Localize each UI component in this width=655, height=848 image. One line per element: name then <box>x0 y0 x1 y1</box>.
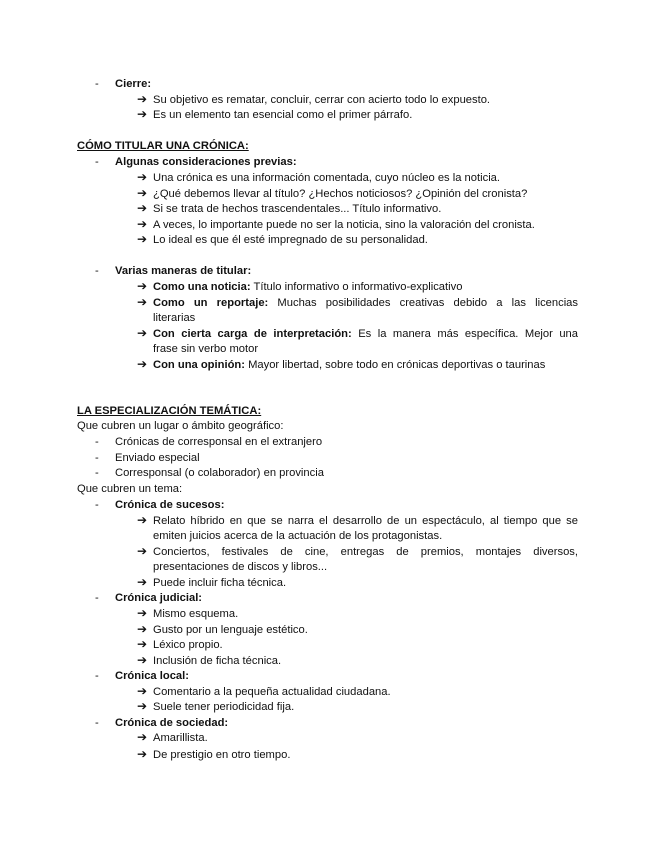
arrow-icon: ➔ <box>137 699 148 713</box>
arrow-icon: ➔ <box>137 747 148 761</box>
intro-lugar: Que cubren un lugar o ámbito geográfico: <box>77 420 284 432</box>
intro-tema: Que cubren un tema: <box>77 483 183 495</box>
sucesos-label: Crónica de sucesos: <box>115 499 225 511</box>
arrow-icon: ➔ <box>137 513 148 527</box>
sucesos-item-continuation: presentaciones de discos y libros... <box>153 561 328 573</box>
arrow-icon: ➔ <box>137 295 148 309</box>
arrow-icon: ➔ <box>137 232 148 246</box>
judicial-label: Crónica judicial: <box>115 592 203 604</box>
manera-item: Con cierta carga de interpretación: Es la manera más específica. Mejor una <box>153 328 578 340</box>
dash-bullet: - <box>95 156 99 168</box>
lugar-item: Crónicas de corresponsal en el extranjero <box>115 436 323 448</box>
manera-item: Como una noticia: Título informativo o informativo-explicativo <box>153 281 463 293</box>
arrow-icon: ➔ <box>137 606 148 620</box>
manera-item: Como un reportaje: Muchas posibilidades creativas debido a las licencias <box>153 297 578 309</box>
arrow-icon: ➔ <box>137 622 148 636</box>
sociedad-item: De prestigio en otro tiempo. <box>153 749 291 761</box>
maneras-label: Varias maneras de titular: <box>115 265 252 277</box>
consideracion-item: Una crónica es una información comentada, cuyo núcleo es la noticia. <box>153 172 501 184</box>
arrow-icon: ➔ <box>137 326 148 340</box>
dash-bullet: - <box>95 592 99 604</box>
dash-bullet: - <box>95 436 99 448</box>
sucesos-item-continuation: emiten juicios acerca de la actuación de los protagonistas. <box>153 530 443 542</box>
local-item: Comentario a la pequeña actualidad ciudadana. <box>153 686 391 698</box>
local-label: Crónica local: <box>115 670 189 682</box>
arrow-icon: ➔ <box>137 217 148 231</box>
section-heading-titular: CÓMO TITULAR UNA CRÓNICA: <box>77 140 249 152</box>
judicial-item: Léxico propio. <box>153 639 223 651</box>
arrow-icon: ➔ <box>137 357 148 371</box>
dash-bullet: - <box>95 670 99 682</box>
sucesos-item: Puede incluir ficha técnica. <box>153 577 287 589</box>
arrow-icon: ➔ <box>137 684 148 698</box>
arrow-icon: ➔ <box>137 201 148 215</box>
arrow-icon: ➔ <box>137 170 148 184</box>
consideraciones-label: Algunas consideraciones previas: <box>115 156 297 168</box>
consideracion-item: A veces, lo importante puede no ser la noticia, sino la valoración del cronista. <box>153 219 535 231</box>
dash-bullet: - <box>95 467 99 479</box>
arrow-icon: ➔ <box>137 730 148 744</box>
dash-bullet: - <box>95 265 99 277</box>
sucesos-item: Conciertos, festivales de cine, entregas de premios, montajes diversos, <box>153 546 578 558</box>
arrow-icon: ➔ <box>137 544 148 558</box>
local-item: Suele tener periodicidad fija. <box>153 701 295 713</box>
arrow-icon: ➔ <box>137 186 148 200</box>
manera-item-continuation: frase sin verbo motor <box>153 343 259 355</box>
section-heading-especializacion: LA ESPECIALIZACIÓN TEMÁTICA: <box>77 405 262 417</box>
dash-bullet: - <box>95 499 99 511</box>
manera-item-continuation: literarias <box>153 312 196 324</box>
arrow-icon: ➔ <box>137 107 148 121</box>
consideracion-item: Lo ideal es que él esté impregnado de su personalidad. <box>153 234 428 246</box>
lugar-item: Corresponsal (o colaborador) en provincia <box>115 467 324 479</box>
dash-bullet: - <box>95 78 99 90</box>
sucesos-item: Relato híbrido en que se narra el desarrollo de un espectáculo, al tiempo que se <box>153 515 578 527</box>
consideracion-item: Si se trata de hechos trascendentales... Título informativo. <box>153 203 442 215</box>
dash-bullet: - <box>95 452 99 464</box>
arrow-icon: ➔ <box>137 279 148 293</box>
arrow-icon: ➔ <box>137 653 148 667</box>
judicial-item: Mismo esquema. <box>153 608 239 620</box>
dash-bullet: - <box>95 717 99 729</box>
judicial-item: Inclusión de ficha técnica. <box>153 655 282 667</box>
arrow-icon: ➔ <box>137 575 148 589</box>
cierre-item: Es un elemento tan esencial como el primer párrafo. <box>153 109 413 121</box>
lugar-item: Enviado especial <box>115 452 200 464</box>
sociedad-item: Amarillista. <box>153 732 208 744</box>
judicial-item: Gusto por un lenguaje estético. <box>153 624 308 636</box>
consideracion-item: ¿Qué debemos llevar al título? ¿Hechos noticiosos? ¿Opinión del cronista? <box>153 188 528 200</box>
arrow-icon: ➔ <box>137 92 148 106</box>
cierre-item: Su objetivo es rematar, concluir, cerrar con acierto todo lo expuesto. <box>153 94 491 106</box>
cierre-label: Cierre: <box>115 78 152 90</box>
sociedad-label: Crónica de sociedad: <box>115 717 229 729</box>
arrow-icon: ➔ <box>137 637 148 651</box>
manera-item: Con una opinión: Mayor libertad, sobre todo en crónicas deportivas o taurinas <box>153 359 546 371</box>
